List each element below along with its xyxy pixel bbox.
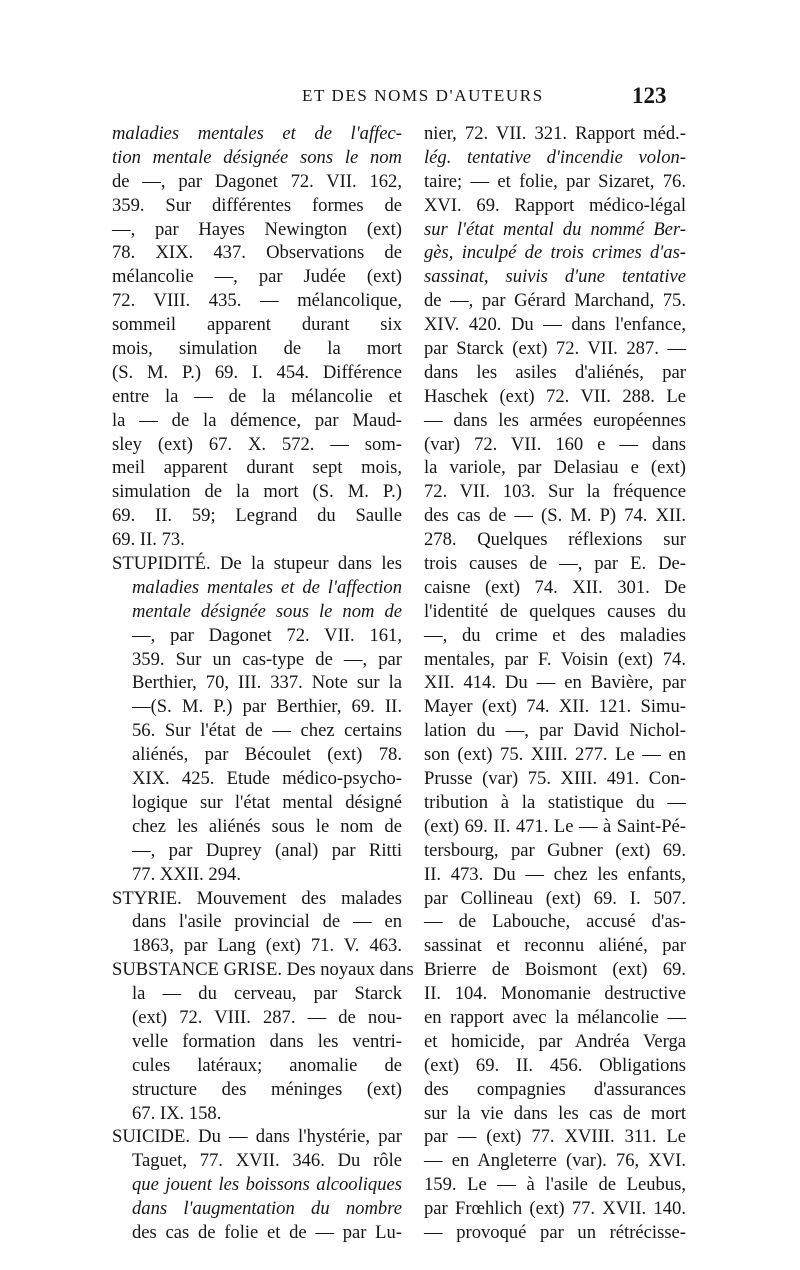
index-line: XIV. 420. Du — dans l'enfance, xyxy=(424,314,686,336)
index-line: la — de la démence, par Maud- xyxy=(112,409,402,431)
index-line: II. 473. Du — chez les enfants, xyxy=(424,863,686,885)
index-line: 78. XIX. 437. Observations de xyxy=(112,242,402,264)
index-line: par Frœhlich (ext) 77. XVII. 140. xyxy=(424,1198,686,1220)
index-line: —, par Dagonet 72. VII. 161, xyxy=(132,624,402,646)
index-column-left xyxy=(112,122,414,1245)
index-line: en rapport avec la mélancolie — xyxy=(424,1006,686,1028)
index-line: Prusse (var) 75. XIII. 491. Con- xyxy=(424,768,686,790)
index-line: — en Angleterre (var). 76, XVI. xyxy=(424,1150,686,1172)
index-line: son (ext) 75. XIII. 277. Le — en xyxy=(424,744,686,766)
index-line: — de Labouche, accusé d'as- xyxy=(424,911,686,933)
index-line: Brierre de Boismont (ext) 69. xyxy=(424,959,686,981)
index-line: l'identité de quelques causes du xyxy=(424,600,686,622)
index-line: simulation de la mort (S. M. P.) xyxy=(112,481,402,503)
index-line: aliénés, par Bécoulet (ext) 78. xyxy=(132,744,402,766)
index-line: — dans les armées européennes xyxy=(424,409,686,431)
index-line: Taguet, 77. XVII. 346. Du rôle xyxy=(132,1150,402,1172)
index-line: sassinat, suivis d'une tentative xyxy=(424,266,686,288)
running-head: ET DES NOMS D'AUTEURS xyxy=(302,86,544,105)
index-line: mélancolie —, par Judée (ext) xyxy=(112,266,402,288)
index-line: 359. Sur différentes formes de xyxy=(112,194,402,216)
index-line: sur l'état mental du nommé Ber- xyxy=(424,218,686,240)
index-line: II. 104. Monomanie destructive xyxy=(424,983,686,1005)
index-line: par Starck (ext) 72. VII. 287. — xyxy=(424,338,686,360)
index-line: que jouent les boissons alcooliques xyxy=(132,1174,402,1196)
index-line: dans les asiles d'aliénés, par xyxy=(424,361,686,383)
index-line: 69. II. 73. xyxy=(112,529,185,551)
index-line: STYRIE. Mouvement des malades xyxy=(112,887,402,909)
index-line: 278. Quelques réflexions sur xyxy=(424,529,686,551)
index-line: gès, inculpé de trois crimes d'as- xyxy=(424,242,686,264)
index-line: tersbourg, par Gubner (ext) 69. xyxy=(424,839,686,861)
index-line: sassinat et reconnu aliéné, par xyxy=(424,935,686,957)
index-line: caisne (ext) 74. XII. 301. De xyxy=(424,576,686,598)
index-line: lation du —, par David Nichol- xyxy=(424,720,686,742)
index-line: 67. IX. 158. xyxy=(132,1102,222,1124)
index-line: (ext) 69. II. 471. Le — à Saint-Pé- xyxy=(424,815,686,837)
index-line: mois, simulation de la mort xyxy=(112,338,402,360)
page-header xyxy=(0,83,800,114)
index-line: la variole, par Delasiau e (ext) xyxy=(424,457,686,479)
index-line: meil apparent durant sept mois, xyxy=(112,457,402,479)
index-line: (ext) 69. II. 456. Obligations xyxy=(424,1054,686,1076)
index-line: 1863, par Lang (ext) 71. V. 463. xyxy=(132,935,402,957)
index-line: 56. Sur l'état de — chez certains xyxy=(132,720,402,742)
index-line: 359. Sur un cas-type de —, par xyxy=(132,648,402,670)
index-line: chez les aliénés sous le nom de xyxy=(132,815,402,837)
index-line: de —, par Dagonet 72. VII. 162, xyxy=(112,170,402,192)
index-line: maladies mentales et de l'affection xyxy=(132,576,402,598)
index-line: mentale désignée sous le nom de xyxy=(132,600,402,622)
index-line: —, par Hayes Newington (ext) xyxy=(112,218,402,240)
index-line: sommeil apparent durant six xyxy=(112,314,402,336)
index-line: velle formation dans les ventri- xyxy=(132,1030,402,1052)
index-line: des cas de — (S. M. P) 74. XII. xyxy=(424,505,686,527)
index-line: XII. 414. Du — en Bavière, par xyxy=(424,672,686,694)
index-line: (var) 72. VII. 160 e — dans xyxy=(424,433,686,455)
index-line: sley (ext) 67. X. 572. — som- xyxy=(112,433,402,455)
index-line: entre la — de la mélancolie et xyxy=(112,385,402,407)
index-line: Haschek (ext) 72. VII. 288. Le xyxy=(424,385,686,407)
index-line: tion mentale désignée sons le nom xyxy=(112,146,402,168)
index-line: 72. VIII. 435. — mélancolique, xyxy=(112,290,402,312)
index-line: 77. XXII. 294. xyxy=(132,863,241,885)
index-line: lég. tentative d'incendie volon- xyxy=(424,146,686,168)
index-line: de —, par Gérard Marchand, 75. xyxy=(424,290,686,312)
index-line: maladies mentales et de l'affec- xyxy=(112,123,402,144)
index-line: 72. VII. 103. Sur la fréquence xyxy=(424,481,686,503)
index-column-right xyxy=(424,122,686,1245)
index-line: (S. M. P.) 69. I. 454. Différence xyxy=(112,361,402,383)
index-line: tribution à la statistique du — xyxy=(424,791,686,813)
index-line: — provoqué par un rétrécisse- xyxy=(424,1221,686,1243)
index-line: taire; — et folie, par Sizaret, 76. xyxy=(424,170,686,192)
index-line: des compagnies d'assurances xyxy=(424,1078,686,1100)
index-line: et homicide, par Andréa Verga xyxy=(424,1030,686,1052)
index-line: —, par Duprey (anal) par Ritti xyxy=(132,839,402,861)
index-line: nier, 72. VII. 321. Rapport méd.- xyxy=(424,123,686,144)
index-line: 159. Le — à l'asile de Leubus, xyxy=(424,1174,686,1196)
index-line: SUICIDE. Du — dans l'hystérie, par xyxy=(112,1126,402,1148)
index-line: —(S. M. P.) par Berthier, 69. II. xyxy=(132,696,402,718)
index-line: trois causes de —, par E. De- xyxy=(424,553,686,575)
index-line: —, du crime et des maladies xyxy=(424,624,686,646)
index-line: 69. II. 59; Legrand du Saulle xyxy=(112,505,402,527)
index-line: cules latéraux; anomalie de xyxy=(132,1054,402,1076)
index-line: sur la vie dans les cas de mort xyxy=(424,1102,686,1124)
index-line: structure des méninges (ext) xyxy=(132,1078,402,1100)
index-line: dans l'augmentation du nombre xyxy=(132,1198,402,1220)
index-line: XIX. 425. Etude médico-psycho- xyxy=(132,768,402,790)
index-line: dans l'asile provincial de — en xyxy=(132,911,402,933)
index-line: la — du cerveau, par Starck xyxy=(132,983,402,1005)
page-number: 123 xyxy=(632,83,667,108)
index-line: par — (ext) 77. XVIII. 311. Le xyxy=(424,1126,686,1148)
index-line: logique sur l'état mental désigné xyxy=(132,791,402,813)
index-line: SUBSTANCE GRISE. Des noyaux dans xyxy=(112,959,414,981)
index-line: par Collineau (ext) 69. I. 507. xyxy=(424,887,686,909)
index-line: Mayer (ext) 74. XII. 121. Simu- xyxy=(424,696,686,718)
index-line: XVI. 69. Rapport médico-légal xyxy=(424,194,686,216)
index-line: mentales, par F. Voisin (ext) 74. xyxy=(424,648,686,670)
index-line: STUPIDITÉ. De la stupeur dans les xyxy=(112,553,402,575)
index-line: Berthier, 70, III. 337. Note sur la xyxy=(132,672,402,694)
index-line: (ext) 72. VIII. 287. — de nou- xyxy=(132,1006,402,1028)
index-line: des cas de folie et de — par Lu- xyxy=(132,1221,402,1243)
